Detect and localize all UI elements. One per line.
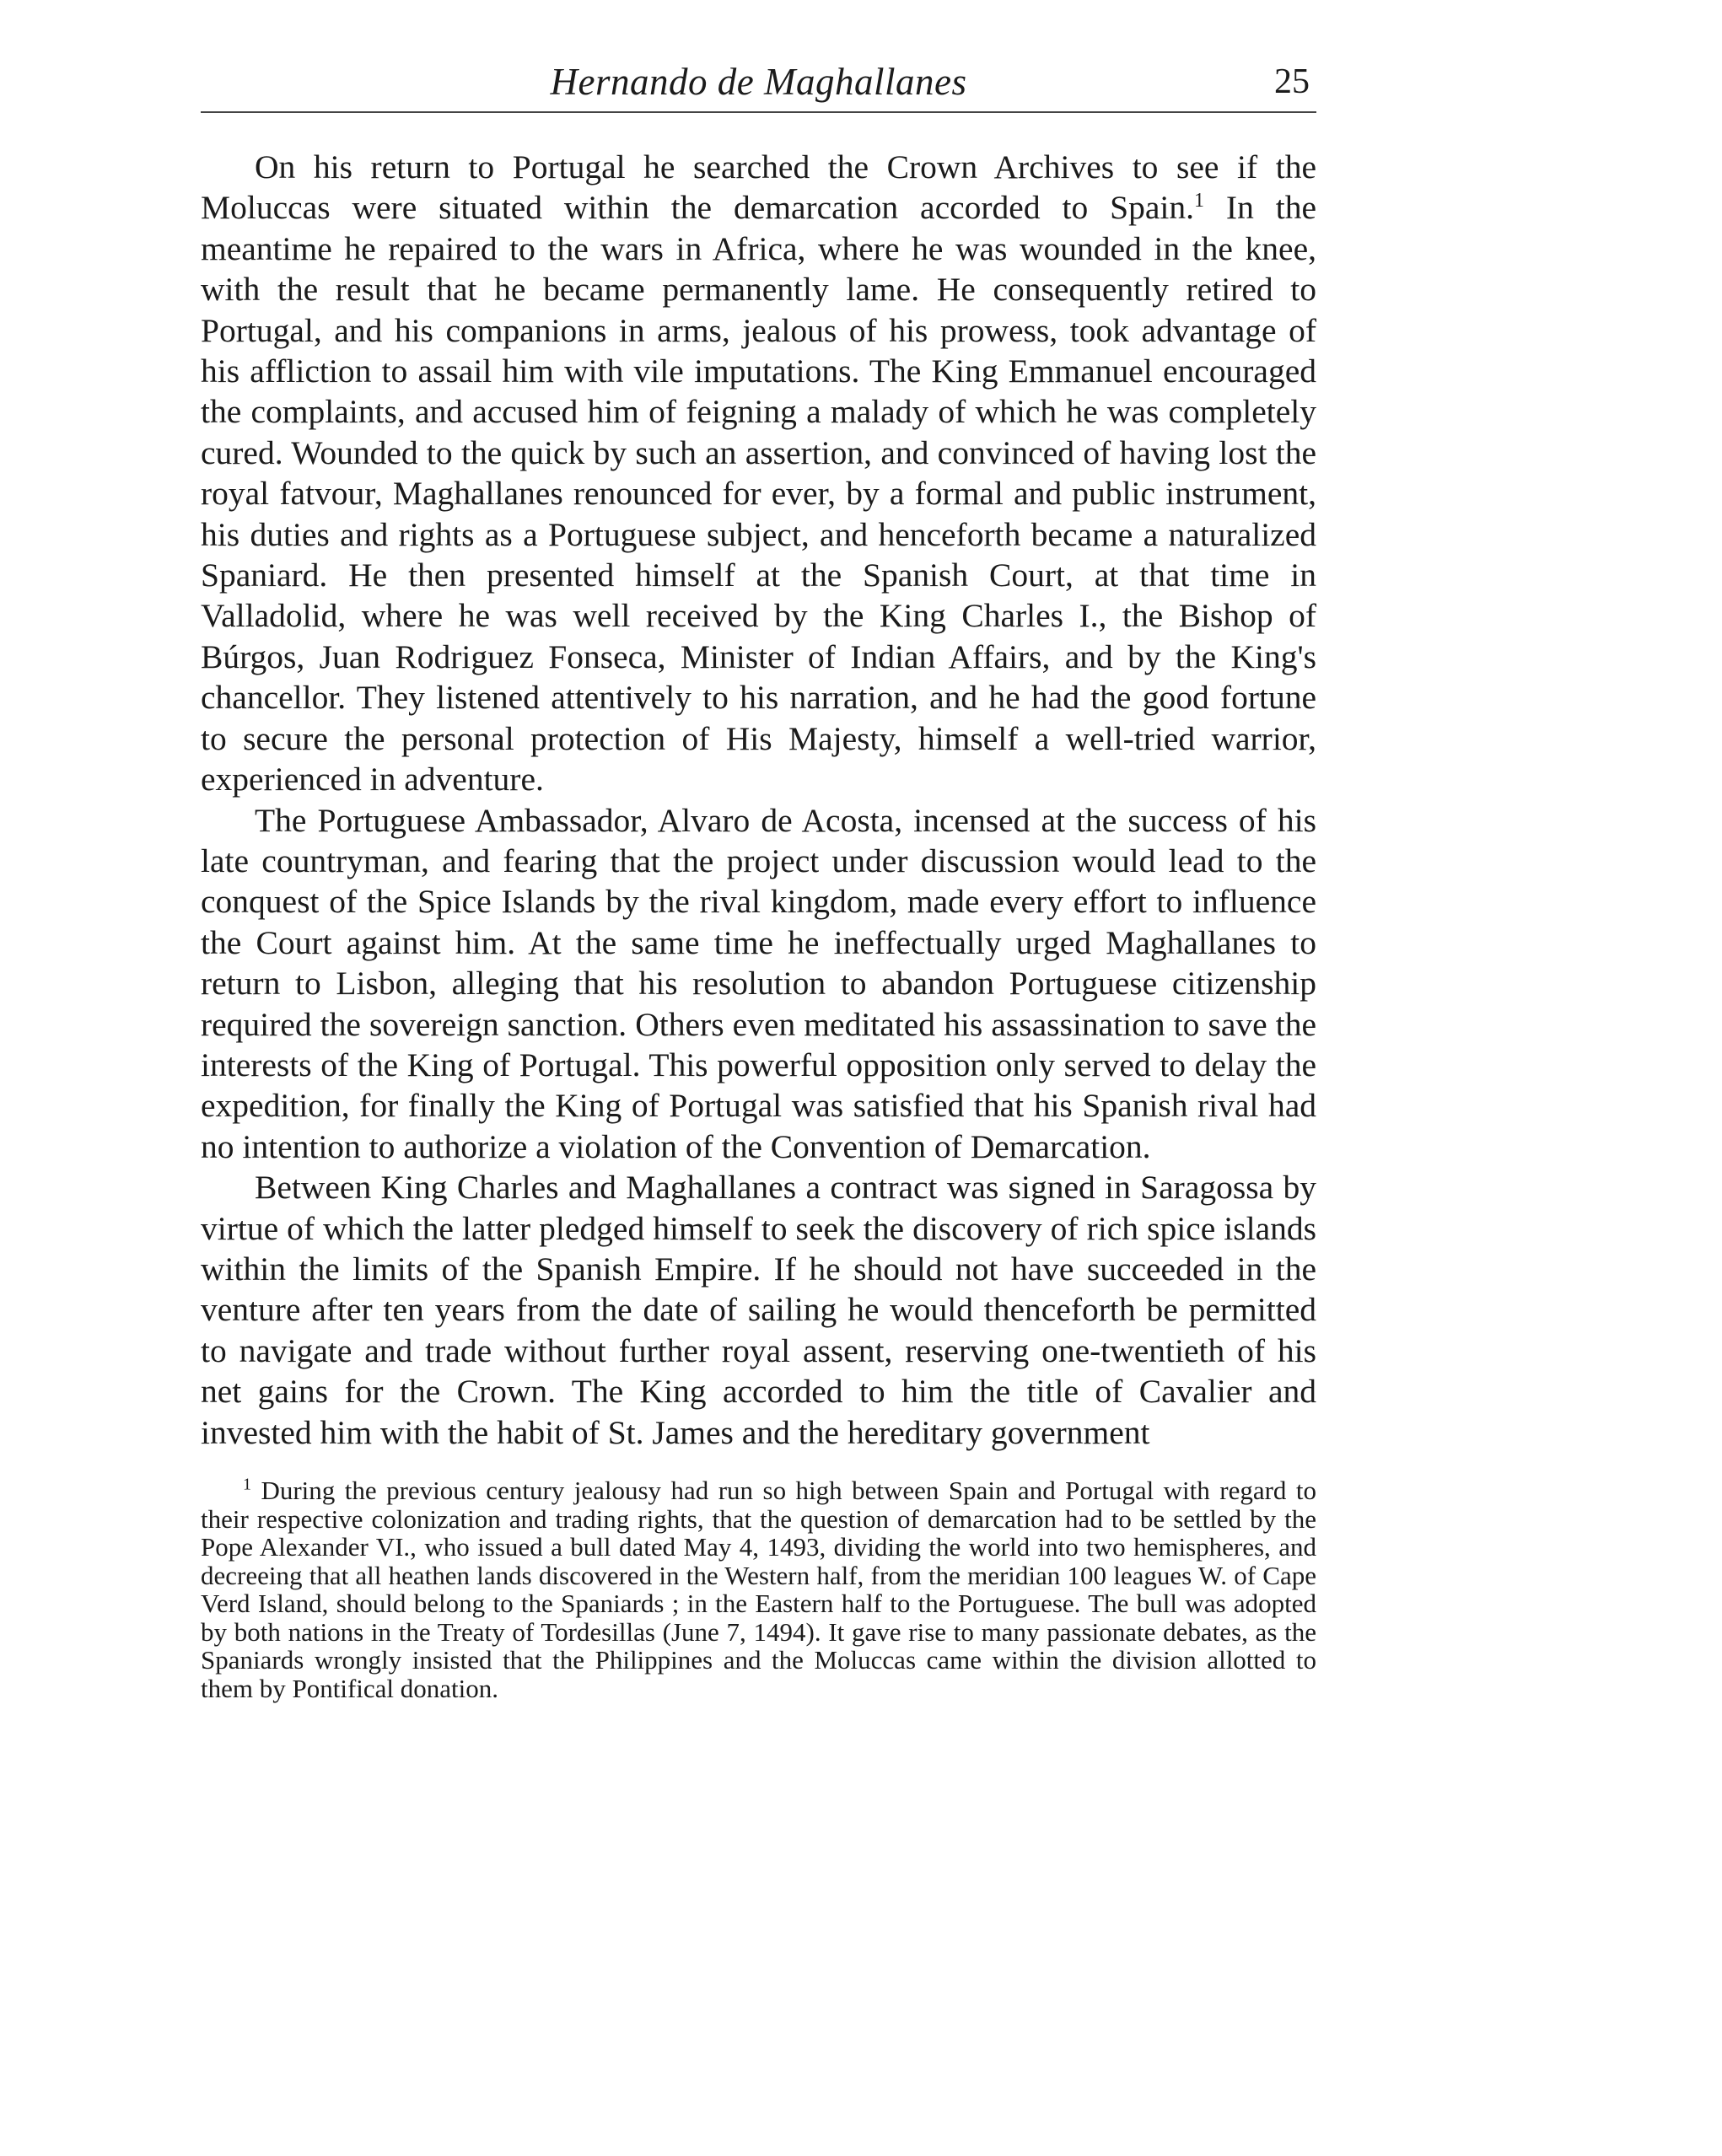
page-number: 25 bbox=[1274, 62, 1310, 101]
paragraph-text: Between King Charles and Maghallanes a contract was signed in Saragossa by virtue of which the latter pledged himself to seek the discovery of rich spice islands within the limits of the Spanish Empire. If he should not have succeeded in the venture after ten years from the date of sailing he would thenceforth be permitted to navigate and trade without further royal assent, reserving one-twentieth of his net gains for the Crown. The King accorded to him the title of Cavalier and invested him with the habit of St. James and the hereditary government bbox=[201, 1169, 1316, 1451]
paragraph-text: In the meantime he repaired to the wars in Africa, where he was wounded in the knee, with the result that he became permanently lame. He consequently retired to Portugal, and his companions in arms, jealous of his prowess, took advantage of his affliction to assail him with vile imputations. The King Emmanuel encouraged the complaints, and accused him of feigning a malady of which he was completely cured. Wounded to the quick by such an assertion, and convinced of having lost the royal fatvour, Maghallanes renounced for ever, by a formal and public instrument, his duties and rights as a Portuguese subject, and henceforth became a naturalized Spaniard. He then presented himself at the Spanish Court, at that time in Valladolid, where he was well received by the King Charles I., the Bishop of Búrgos, Juan Rodriguez Fonseca, Minister of Indian Affairs, and by the King's chancellor. They listened attentively to his narration, and he had the good fortune to secure the personal protection of His Majesty, himself a well-tried warrior, experienced in adventure. bbox=[201, 189, 1316, 798]
footnote-marker: 1 bbox=[243, 1475, 251, 1494]
paragraph-text: On his return to Portugal he searched the Crown Archives to see if the Moluccas were situated within the demarcation accorded to Spain. bbox=[201, 148, 1316, 227]
paragraph-text: The Portuguese Ambassador, Alvaro de Acosta, incensed at the success of his late countryman, and fearing that the project under discussion would lead to the conquest of the Spice Islands by the rival kingdom, made every effort to influence the Court against him. At the same time he ineffectually urged Maghallanes to return to Lisbon, alleging that his resolution to abandon Portuguese citizenship required the sovereign sanction. Others even meditated his assassination to save the interests of the King of Portugal. This powerful opposition only served to delay the expedition, for finally the King of Portugal was satisfied that his Spanish rival had no intention to authorize a violation of the Convention of Demarcation. bbox=[201, 801, 1316, 1165]
footnotes bbox=[201, 1476, 1316, 1702]
footnote-reference: 1 bbox=[1194, 190, 1204, 212]
paragraph bbox=[201, 800, 1316, 1168]
body-text bbox=[201, 147, 1316, 1453]
book-page bbox=[201, 57, 1316, 1702]
paragraph bbox=[201, 1167, 1316, 1453]
footnote bbox=[201, 1476, 1316, 1702]
footnote-text: During the previous century jealousy had run so high between Spain and Portugal with regard to their respective colonization and trading rights, that the question of demarcation had to be settled by the Pope Alexander VI., who issued a bull dated May 4, 1493, dividing the world into two hemispheres, and decreeing that all heathen lands discovered in the Western half, from the meridian 100 leagues W. of Cape Verd Island, should belong to the Spaniards ; in the Eastern half to the Portuguese. The bull was adopted by both nations in the Treaty of Tordesillas (June 7, 1494). It gave rise to many passionate debates, as the Spaniards wrongly insisted that the Philippines and the Moluccas came within the division allotted to them by Pontifical donation. bbox=[201, 1476, 1316, 1703]
running-head bbox=[201, 57, 1316, 113]
running-title: Hernando de Maghallanes bbox=[550, 61, 967, 103]
paragraph bbox=[201, 147, 1316, 800]
